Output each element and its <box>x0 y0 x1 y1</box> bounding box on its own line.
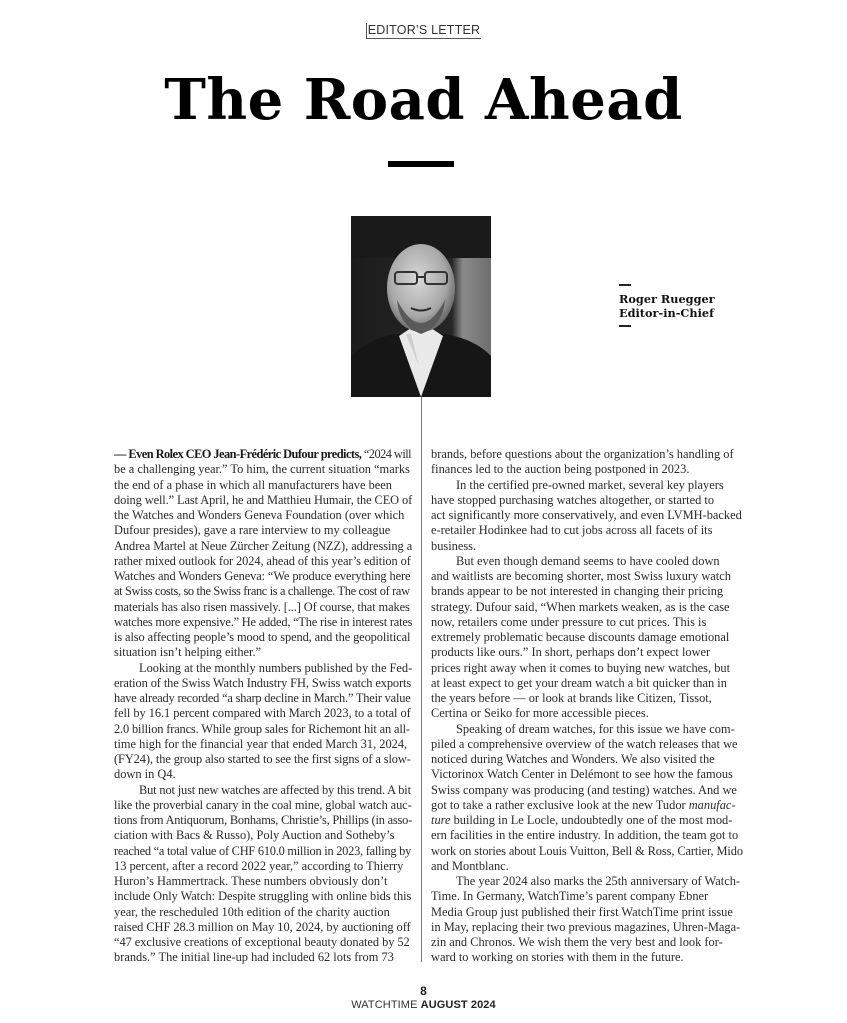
text-line: In the certified pre-owned market, several key players <box>456 477 724 492</box>
byline <box>619 284 715 327</box>
text-line: and Montblanc. <box>431 858 509 873</box>
text-line: “47 exclusive creations of exceptional beauty donated by 52 <box>114 935 410 949</box>
text-line: ern facilities in the entire industry. In addition, the team got to <box>431 828 739 843</box>
byline-dash-top <box>619 284 631 286</box>
italic-word: manufac- <box>688 797 736 812</box>
text-line: ciation with Bacs & Russo), Poly Auction and Sotheby’s <box>114 828 395 843</box>
text-line: Victorinox Watch Center in Delémont to see how the famous <box>431 767 733 782</box>
text-line: reached “a total value of CHF 610.0 million in 2023, falling by <box>114 843 412 858</box>
page-number: 8 <box>420 984 427 998</box>
text-line: be a challenging year.” To him, the current situation “marks <box>114 462 410 477</box>
text-line: got to take a rather exclusive look at the new Tudor manufac- <box>431 797 736 812</box>
byline-dash-bottom <box>619 325 631 327</box>
text-line: brands.” The initial line-up had included 62 lots from 73 <box>114 950 394 965</box>
text-line: e-retailer Hodinkee had to cut jobs across all facets of its <box>431 523 713 538</box>
text-line: But even though demand seems to have cooled down <box>456 553 720 568</box>
text-line: noticed during Watches and Wonders. We also visited the <box>431 752 715 766</box>
text-line: in May, replacing their two previous magazines, Uhren-Maga- <box>431 919 741 934</box>
text-line: Media Group just published their first WatchTime print issue <box>431 904 733 919</box>
text-line: and waitlists are becoming shorter, most Swiss luxury watch <box>431 569 731 583</box>
text-line: Looking at the monthly numbers published by the Fed- <box>139 660 413 675</box>
text-line: business. <box>431 538 477 553</box>
text-line: finances led to the auction being postponed in 2023. <box>431 462 690 477</box>
text-line: doing well.” Last April, he and Matthieu Humair, the CEO of <box>114 492 413 507</box>
text-line: zin and Chronos. We wish them the very best and look for- <box>431 935 723 949</box>
title-rule <box>388 161 454 167</box>
text-line: 13 percent, after a record 2022 year,” according to Thierry <box>114 858 404 873</box>
text-line: piled a comprehensive overview of the watch releases that we <box>431 736 738 751</box>
text-line: watches more expensive.” He added, “The rise in interest rates <box>114 614 413 629</box>
text-line: tions from Antiquorum, Bonhams, Christie’s, Phillips (in asso- <box>114 813 413 827</box>
text-line: the years before — or look at brands like Citizen, Tissot, <box>431 691 712 705</box>
column-divider <box>421 397 422 962</box>
issue-date: AUGUST 2024 <box>420 999 496 1011</box>
portrait-icon <box>351 216 491 397</box>
text-line: include Only Watch: Despite struggling with online bids this <box>114 889 412 904</box>
lead-in: — Even Rolex CEO Jean-Frédéric Dufour predicts, <box>114 447 362 461</box>
text-line: rather mixed outlook for 2024, ahead of this year’s edition of <box>114 553 411 568</box>
text-line: the end of a phase in which all manufacturers have been <box>114 477 392 492</box>
text-line: products like ours.” In short, perhaps don’t expect lower <box>431 645 711 660</box>
article-column-right <box>431 447 743 966</box>
author-role: Editor-in-Chief <box>619 306 714 320</box>
text-line: eration of the Swiss Watch Industry FH, Swiss watch exports <box>114 675 412 690</box>
text-line: materials has also risen massively. [...] Of course, that makes <box>114 599 410 614</box>
text-line: Certina or Seiko for more accessible pieces. <box>431 706 649 721</box>
text-line: prices right away when it comes to buying new watches, but <box>431 660 731 675</box>
text-line: the Watches and Wonders Geneva Foundation (over which <box>114 508 405 522</box>
text-line: But not just new watches are affected by this trend. A bit <box>139 782 411 797</box>
text-line: have already recorded “a sharp decline in March.” Their value <box>114 691 411 705</box>
text-line: fell by 16.1 percent compared with March 2023, to a total of <box>114 706 411 721</box>
text-line: work on stories about Louis Vuitton, Bell & Ross, Cartier, Mido <box>431 843 743 858</box>
text-line: The year 2024 also marks the 25th anniversary of Watch- <box>456 874 741 888</box>
text-line: brands, before questions about the organization’s handling of <box>431 447 734 461</box>
text-line: like the proverbial canary in the coal mine, global watch auc- <box>114 797 412 812</box>
section-label: EDITOR’S LETTER <box>367 23 481 37</box>
author-name: Roger Ruegger <box>619 292 715 306</box>
text-line: situation isn’t helping either.” <box>114 645 262 660</box>
text-line: is also affecting people’s mood to spend, and the geopolitical <box>114 630 411 644</box>
text-line: (FY24), the group also started to see the first signs of a slow- <box>114 752 411 766</box>
text-line: Swiss company was producing (and testing) watches. And we <box>431 782 737 797</box>
text-line: have stopped purchasing watches altogether, or started to <box>431 492 715 507</box>
text-line: 2.0 billion francs. While group sales for Richemont hit an all- <box>114 721 410 736</box>
text-line: Dufour presides), gave a rare interview to my colleague <box>114 523 391 538</box>
text-line: at Swiss costs, so the Swiss franc is a challenge. The cost of raw <box>114 584 410 599</box>
text-line: Time. In Germany, WatchTime’s parent company Ebner <box>431 889 709 904</box>
text-line: strategy. Dufour said, “When markets weaken, as is the case <box>431 599 730 614</box>
publication-name: WATCHTIME <box>351 999 418 1011</box>
text-line: down in Q4. <box>114 767 176 782</box>
text-line: Watches and Wonders Geneva: “We produce everything here <box>114 569 411 583</box>
text-line: act significantly more conservatively, and even LVMH-backed <box>431 508 742 522</box>
article-column-left <box>114 447 412 966</box>
text-line: Huron’s Hammertrack. These numbers obviously don’t <box>114 874 388 888</box>
editor-portrait-photo <box>351 216 491 397</box>
text-line: ture building in Le Locle, undoubtedly one of the most mod- <box>431 813 733 827</box>
text-line: now, retailers come under pressure to cut prices. This is <box>431 614 707 629</box>
text-line: Speaking of dream watches, for this issue we have com- <box>456 721 735 736</box>
text-line: time high for the financial year that ended March 31, 2024, <box>114 736 408 751</box>
text-line: raised CHF 28.3 million on May 10, 2024, by auctioning off <box>114 919 411 934</box>
italic-word: ture <box>431 813 451 827</box>
publication-footer <box>0 999 847 1011</box>
text-line: brands appear to be not interested in changing their pricing <box>431 584 724 599</box>
text-line: year, the rescheduled 10th edition of the charity auction <box>114 904 390 919</box>
text-line: at least expect to get your dream watch a bit quicker than in <box>431 675 727 690</box>
text-line: extremely problematic because discounts damage emotional <box>431 630 730 644</box>
page-title: The Road Ahead <box>164 67 683 133</box>
text-line: — Even Rolex CEO Jean-Frédéric Dufour predicts, “2024 will <box>114 447 411 461</box>
text-line: Andrea Martel at Neue Zürcher Zeitung (NZZ), addressing a <box>114 538 413 553</box>
text-line: ward to working on stories with them in the future. <box>431 950 684 965</box>
